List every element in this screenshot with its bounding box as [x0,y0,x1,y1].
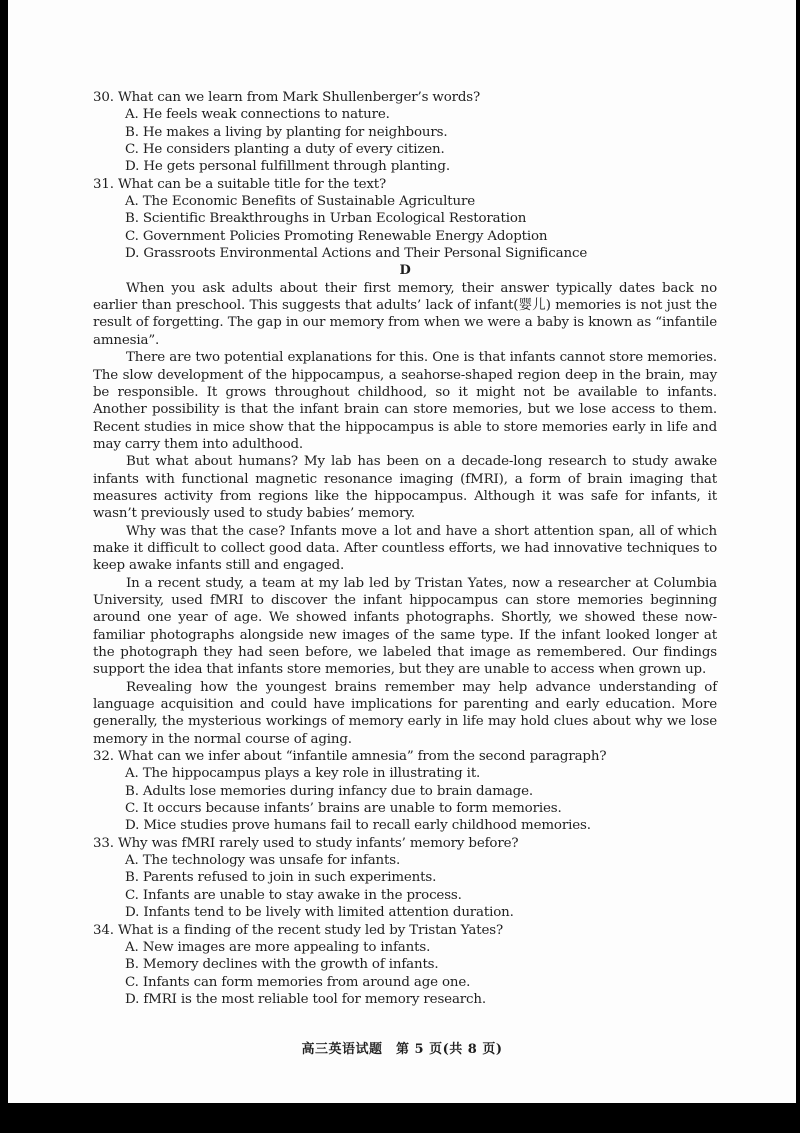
question-stem [93,922,717,939]
option-b: B. Scientific Breakthroughs in Urban Ecological Restoration [125,211,527,227]
option-d: D. Mice studies prove humans fail to recall early childhood memories. [125,818,591,834]
paragraph-5: In a recent study, a team at my lab led by Tristan Yates, now a researcher at Columbia University, used fMRI to discover the infant hippocampus can store memories beginning around one year of age. We showed infants photographs. Shortly, we showed these now-familiar photographs alongside new images of the same type. If the infant looked longer at the photograph they had seen before, we labeled that image as remembered. Our findings support the idea that infants store memories, but they are unable to access when grown up. [93,575,717,678]
question-number: 33. [93,835,114,851]
paragraph-2: There are two potential explanations for this. One is that infants cannot store memories. The slow development of the hippocampus, a seahorse-shaped region deep in the brain, may be responsible. It grows throughout childhood, so it might not be available to infants. Another possibility is that the infant brain can store memories, but we lose access to them. Recent studies in mice show that the hippocampus is able to store memories early in life and may carry them into adulthood. [93,350,717,452]
question-number: 32. [93,749,114,765]
question-text: What can we learn from Mark Shullenberger’s words? [117,90,481,105]
paragraph-3: But what about humans? My lab has been on a decade-long research to study awake infants with functional magnetic resonance imaging (fMRI), a form of brain imaging that measures activity from regions like the hippocampus. Although it was safe for infants, it wasn’t previously used to study babies’ memory. [93,454,717,522]
option-c: C. Government Policies Promoting Renewable Energy Adoption [125,228,548,244]
option-c: C. Infants can form memories from around age one. [125,974,471,990]
question-number: 31. [93,176,114,192]
passage-d [93,262,717,748]
exam-content [93,89,717,1008]
question-34 [93,922,717,1009]
question-text: What can we infer about “infantile amnesia” from the second paragraph? [117,749,607,765]
option-b: B. Parents refused to join in such experiments. [125,870,437,886]
question-text: What can be a suitable title for the text? [117,176,387,192]
section-label: D [399,263,411,279]
question-33 [93,835,717,922]
option-a: A. He feels weak connections to nature. [125,107,390,123]
question-stem [93,748,717,765]
option-b: B. Adults lose memories during infancy due to brain damage. [125,783,533,799]
question-number: 34. [93,922,114,938]
page-footer: 高三英语试题 第 5 页(共 8 页) [301,1042,503,1057]
option-d: D. Infants tend to be lively with limited attention duration. [125,905,514,921]
option-b: B. Memory declines with the growth of infants. [125,957,439,973]
option-b: B. He makes a living by planting for neighbours. [125,124,448,140]
option-c: C. He considers planting a duty of every citizen. [125,142,445,158]
question-32 [93,748,717,835]
option-d: D. He gets personal fulfillment through planting. [125,159,450,175]
question-31 [93,176,717,263]
option-d: D. fMRI is the most reliable tool for memory research. [125,991,486,1007]
question-30 [93,89,717,176]
question-stem [93,176,717,193]
paragraph-6: Revealing how the youngest brains remember may help advance understanding of language acquisition and could have implications for parenting and early education. More generally, the mysterious workings of memory early in life may hold clues about why we lose memory in the normal course of aging. [93,679,717,747]
question-text: Why was fMRI rarely used to study infants’ memory before? [117,835,519,851]
question-stem [93,835,717,852]
question-text: What is a finding of the recent study led by Tristan Yates? [117,922,503,938]
option-c: C. It occurs because infants’ brains are unable to form memories. [125,801,562,817]
question-number: 30. [93,90,114,105]
option-a: A. The Economic Benefits of Sustainable Agriculture [125,194,475,210]
exam-page [8,0,796,1103]
option-d: D. Grassroots Environmental Actions and Their Personal Significance [125,246,588,262]
paragraph-4: Why was that the case? Infants move a lot and have a short attention span, all of which make it difficult to collect good data. After countless efforts, we had innovative techniques to keep awake infants still and engaged. [93,523,717,574]
option-a: A. New images are more appealing to infants. [125,939,431,955]
option-c: C. Infants are unable to stay awake in the process. [125,887,462,903]
option-a: A. The hippocampus plays a key role in illustrating it. [125,766,481,782]
question-stem [93,89,717,106]
paragraph-1: When you ask adults about their first memory, their answer typically dates back no earlier than preschool. This suggests that adults’ lack of infant(婴儿) memories is not just the result of forgetting. The gap in our memory from when we were a baby is known as “infantile amnesia”. [93,280,717,348]
option-a: A. The technology was unsafe for infants. [125,853,401,869]
